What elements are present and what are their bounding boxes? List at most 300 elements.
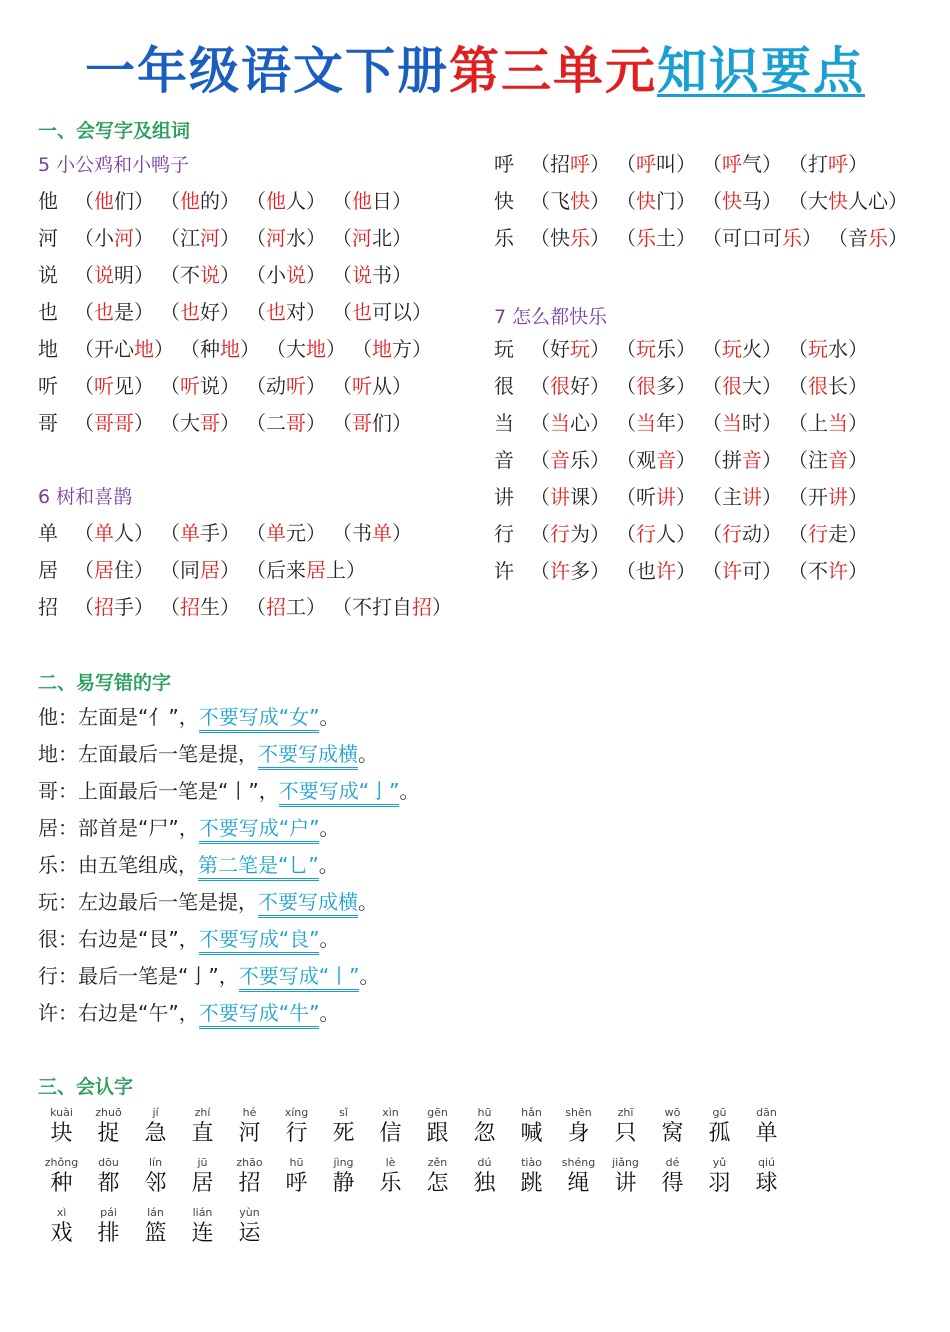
lesson-title: 5 小公鸡和小鸭子 <box>38 154 190 176</box>
word-highlight: 行 <box>550 522 570 546</box>
paren-open: （ <box>74 558 94 582</box>
paren-close: ） <box>676 337 696 361</box>
error-end: 。 <box>358 742 378 766</box>
word <box>160 224 240 252</box>
hanzi-text: 只 <box>614 1121 637 1146</box>
paren-open: （ <box>74 263 94 287</box>
error-item <box>38 703 339 731</box>
word-part: 人 <box>114 521 134 545</box>
pinyin-char <box>85 1106 132 1148</box>
paren-open: （ <box>246 226 266 250</box>
pinyin-row <box>38 1206 273 1248</box>
vocab-row <box>494 335 874 363</box>
word-highlight: 听 <box>286 374 306 398</box>
paren-open: （ <box>702 448 722 472</box>
word-highlight: 他 <box>352 189 372 213</box>
paren-open: （ <box>530 411 550 435</box>
paren-open: （ <box>616 448 636 472</box>
word-part: 大 <box>180 411 200 435</box>
pinyin-text: lè <box>385 1156 396 1169</box>
paren-close: ） <box>240 337 260 361</box>
word-highlight: 招 <box>266 595 286 619</box>
pinyin-char <box>367 1156 414 1198</box>
paren-open: （ <box>616 522 636 546</box>
pinyin-text: zhí <box>194 1106 211 1119</box>
pinyin-char <box>602 1106 649 1148</box>
hanzi-text: 行 <box>285 1121 308 1146</box>
word-highlight: 呼 <box>570 152 590 176</box>
word-highlight: 乐 <box>868 226 888 250</box>
word-part: 水 <box>286 226 306 250</box>
paren-close: ） <box>392 521 412 545</box>
pinyin-char <box>555 1106 602 1148</box>
title-part-unit: 第三单元 <box>449 42 657 100</box>
pinyin-char <box>273 1106 320 1148</box>
word-highlight: 许 <box>722 559 742 583</box>
error-item <box>38 925 339 953</box>
paren-close: ） <box>676 448 696 472</box>
paren-open: （ <box>332 300 352 324</box>
hanzi-text: 河 <box>238 1121 261 1146</box>
pinyin-row <box>38 1106 790 1148</box>
hanzi-text: 静 <box>332 1171 355 1196</box>
paren-close: ） <box>306 226 326 250</box>
paren-open: （ <box>246 521 266 545</box>
paren-close: ） <box>432 595 452 619</box>
pinyin-text: xì <box>56 1206 67 1219</box>
word-part: 门 <box>656 189 676 213</box>
word-part: 长 <box>828 374 848 398</box>
word-highlight: 招 <box>94 595 114 619</box>
hanzi-text: 单 <box>755 1121 778 1146</box>
vocab-char: 居 <box>38 558 58 582</box>
paren-close: ） <box>848 448 868 472</box>
paren-close: ） <box>888 189 908 213</box>
word <box>788 409 868 437</box>
hanzi-text: 球 <box>755 1171 778 1196</box>
word-highlight: 很 <box>550 374 570 398</box>
paren-open: （ <box>616 374 636 398</box>
word-part: 种 <box>200 337 220 361</box>
hanzi-text: 居 <box>191 1171 214 1196</box>
word-part: 可以 <box>372 300 412 324</box>
pinyin-text: dú <box>477 1156 492 1169</box>
word-part: 生 <box>200 595 220 619</box>
word <box>246 593 326 621</box>
word-highlight: 乐 <box>636 226 656 250</box>
word <box>74 372 154 400</box>
paren-open: （ <box>246 558 266 582</box>
pinyin-char <box>38 1106 85 1148</box>
word <box>246 187 326 215</box>
paren-open: （ <box>788 411 808 435</box>
word <box>702 557 782 585</box>
paren-open: （ <box>352 337 372 361</box>
pinyin-char <box>38 1206 85 1248</box>
word <box>246 519 326 547</box>
paren-open: （ <box>246 300 266 324</box>
hanzi-text: 孤 <box>708 1121 731 1146</box>
paren-open: （ <box>788 522 808 546</box>
word <box>788 335 868 363</box>
paren-close: ） <box>590 226 610 250</box>
word-highlight: 呼 <box>636 152 656 176</box>
error-end: 。 <box>399 779 420 803</box>
word <box>160 556 240 584</box>
word <box>246 298 326 326</box>
pinyin-text: jū <box>197 1156 208 1169</box>
word <box>530 409 610 437</box>
word-part: 水 <box>828 337 848 361</box>
word <box>702 520 782 548</box>
word-part: 气 <box>742 152 762 176</box>
word-part: 乐 <box>656 337 676 361</box>
word <box>530 520 610 548</box>
word-highlight: 他 <box>180 189 200 213</box>
paren-close: ） <box>220 558 240 582</box>
paren-open: （ <box>74 300 94 324</box>
paren-close: ） <box>134 300 154 324</box>
vocab-char: 他 <box>38 189 58 213</box>
word <box>616 335 696 363</box>
pinyin-char <box>461 1156 508 1198</box>
paren-close: ） <box>848 411 868 435</box>
paren-close: ） <box>590 189 610 213</box>
pinyin-text: jiǎng <box>612 1156 639 1169</box>
word-highlight: 乐 <box>570 226 590 250</box>
word-part: 为 <box>570 522 590 546</box>
vocab-row <box>494 446 874 474</box>
pinyin-text: zěn <box>427 1156 448 1169</box>
hanzi-text: 排 <box>97 1221 120 1246</box>
pinyin-char <box>226 1106 273 1148</box>
paren-close: ） <box>412 337 432 361</box>
pinyin-text: sǐ <box>339 1106 348 1119</box>
paren-close: ） <box>762 559 782 583</box>
pinyin-char <box>414 1156 461 1198</box>
word-part: 日 <box>372 189 392 213</box>
word <box>332 593 452 621</box>
hanzi-text: 捉 <box>97 1121 120 1146</box>
pinyin-text: pái <box>100 1206 117 1219</box>
word <box>74 519 154 547</box>
word-highlight: 讲 <box>550 485 570 509</box>
word <box>788 520 868 548</box>
title-part-grade: 一年级语文下册 <box>85 42 449 100</box>
vocab-char: 快 <box>494 189 514 213</box>
pinyin-text: dé <box>665 1156 680 1169</box>
paren-close: ） <box>346 558 366 582</box>
word-part: 人心 <box>848 189 888 213</box>
paren-open: （ <box>616 189 636 213</box>
paren-close: ） <box>134 263 154 287</box>
paren-close: ） <box>306 521 326 545</box>
pinyin-text: zhuō <box>95 1106 122 1119</box>
pinyin-text: zhǒng <box>44 1156 79 1169</box>
error-warning: 不要写成“丨” <box>239 964 360 992</box>
error-prefix: 许：右边是“午”， <box>38 1001 199 1025</box>
paren-open: （ <box>702 559 722 583</box>
paren-close: ） <box>676 411 696 435</box>
word-part: 注 <box>808 448 828 472</box>
hanzi-text: 讲 <box>614 1171 637 1196</box>
vocab-row <box>38 187 418 215</box>
paren-open: （ <box>616 411 636 435</box>
paren-close: ） <box>762 189 782 213</box>
error-item <box>38 851 339 879</box>
word <box>74 335 174 363</box>
paren-open: （ <box>788 559 808 583</box>
hanzi-text: 直 <box>191 1121 214 1146</box>
paren-open: （ <box>616 226 636 250</box>
pinyin-text: shēn <box>565 1106 592 1119</box>
word-part: 叫 <box>656 152 676 176</box>
error-end: 。 <box>358 890 378 914</box>
word <box>332 224 412 252</box>
paren-open: （ <box>332 226 352 250</box>
paren-close: ） <box>590 485 610 509</box>
paren-open: （ <box>74 337 94 361</box>
word-highlight: 听 <box>94 374 114 398</box>
word-part: 也 <box>636 559 656 583</box>
hanzi-text: 块 <box>50 1121 73 1146</box>
error-end: 。 <box>359 964 380 988</box>
pinyin-text: gū <box>712 1106 727 1119</box>
hanzi-text: 死 <box>332 1121 355 1146</box>
pinyin-char <box>461 1106 508 1148</box>
word-part: 开心 <box>94 337 134 361</box>
pinyin-char <box>179 1156 226 1198</box>
vocab-row <box>494 483 874 511</box>
word-highlight: 单 <box>94 521 114 545</box>
word-part: 拼 <box>722 448 742 472</box>
word-highlight: 也 <box>94 300 114 324</box>
word-highlight: 呼 <box>722 152 742 176</box>
error-prefix: 玩：左边最后一笔是提， <box>38 890 258 914</box>
paren-close: ） <box>134 189 154 213</box>
pinyin-char <box>696 1106 743 1148</box>
paren-open: （ <box>530 485 550 509</box>
word-highlight: 河 <box>114 226 134 250</box>
word <box>74 187 154 215</box>
hanzi-text: 独 <box>473 1171 496 1196</box>
word-part: 走 <box>828 522 848 546</box>
paren-open: （ <box>616 152 636 176</box>
word-part: 大 <box>808 189 828 213</box>
word-highlight: 单 <box>266 521 286 545</box>
hanzi-text: 呼 <box>285 1171 308 1196</box>
vocab-row <box>494 557 874 585</box>
word-highlight: 快 <box>722 189 742 213</box>
paren-close: ） <box>762 448 782 472</box>
pinyin-text: jìng <box>333 1156 354 1169</box>
word-highlight: 很 <box>808 374 828 398</box>
hanzi-text: 绳 <box>567 1171 590 1196</box>
paren-close: ） <box>590 411 610 435</box>
pinyin-char <box>320 1106 367 1148</box>
pinyin-char <box>226 1206 273 1248</box>
paren-open: （ <box>74 411 94 435</box>
error-warning: 不要写成“亅” <box>279 779 400 807</box>
pinyin-text: hé <box>242 1106 257 1119</box>
word <box>160 187 240 215</box>
pinyin-char <box>743 1106 790 1148</box>
word-part: 人 <box>286 189 306 213</box>
vocab-char: 当 <box>494 411 514 435</box>
hanzi-text: 跟 <box>426 1121 449 1146</box>
word-part: 后来 <box>266 558 306 582</box>
pinyin-char <box>273 1156 320 1198</box>
vocab-row <box>494 409 874 437</box>
error-prefix: 很：右边是“艮”， <box>38 927 199 951</box>
word-highlight: 许 <box>656 559 676 583</box>
vocab-char: 说 <box>38 263 58 287</box>
paren-open: （ <box>702 152 722 176</box>
pinyin-text: zhī <box>617 1106 634 1119</box>
word-part: 同 <box>180 558 200 582</box>
vocab-row <box>38 335 438 363</box>
word <box>530 557 610 585</box>
hanzi-text: 信 <box>379 1121 402 1146</box>
word-part: 们 <box>114 189 134 213</box>
word <box>332 372 412 400</box>
word <box>530 483 610 511</box>
word-highlight: 他 <box>94 189 114 213</box>
pinyin-text: yǔ <box>712 1156 727 1169</box>
error-item <box>38 888 378 916</box>
hanzi-text: 跳 <box>520 1171 543 1196</box>
word <box>74 409 154 437</box>
pinyin-text: qiú <box>757 1156 775 1169</box>
word-part: 可口可 <box>722 226 782 250</box>
paren-close: ） <box>676 485 696 509</box>
hanzi-text: 得 <box>661 1171 684 1196</box>
paren-close: ） <box>306 263 326 287</box>
hanzi-text: 运 <box>238 1221 261 1246</box>
error-prefix: 行：最后一笔是“亅”， <box>38 964 239 988</box>
paren-open: （ <box>160 300 180 324</box>
word <box>332 187 412 215</box>
word-part: 北 <box>372 226 392 250</box>
paren-open: （ <box>530 522 550 546</box>
word-part: 招 <box>550 152 570 176</box>
word-part: 土 <box>656 226 676 250</box>
paren-close: ） <box>762 337 782 361</box>
error-end: 。 <box>318 853 339 877</box>
word-part: 飞 <box>550 189 570 213</box>
paren-close: ） <box>154 337 174 361</box>
paren-open: （ <box>530 152 550 176</box>
paren-open: （ <box>332 263 352 287</box>
word <box>616 409 696 437</box>
word-part: 手 <box>200 521 220 545</box>
pinyin-text: lín <box>148 1156 163 1169</box>
pinyin-char <box>508 1156 555 1198</box>
word-part: 江 <box>180 226 200 250</box>
word-highlight: 玩 <box>808 337 828 361</box>
word-part: 工 <box>286 595 306 619</box>
vocab-row <box>494 224 914 252</box>
word-part: 观 <box>636 448 656 472</box>
word <box>160 372 240 400</box>
hanzi-text: 身 <box>567 1121 590 1146</box>
error-prefix: 居：部首是“尸”， <box>38 816 199 840</box>
paren-open: （ <box>702 189 722 213</box>
word-highlight: 河 <box>200 226 220 250</box>
paren-close: ） <box>306 595 326 619</box>
word-highlight: 行 <box>722 522 742 546</box>
word-highlight: 快 <box>636 189 656 213</box>
word-part: 听 <box>636 485 656 509</box>
paren-open: （ <box>246 595 266 619</box>
word-highlight: 行 <box>808 522 828 546</box>
error-warning: 不要写成“户” <box>199 816 320 844</box>
word-highlight: 也 <box>266 300 286 324</box>
vocab-row <box>38 298 438 326</box>
hanzi-text: 忽 <box>473 1121 496 1146</box>
paren-open: （ <box>828 226 848 250</box>
paren-open: （ <box>246 263 266 287</box>
word-highlight: 说 <box>352 263 372 287</box>
word <box>828 224 908 252</box>
paren-close: ） <box>220 595 240 619</box>
word-highlight: 居 <box>94 558 114 582</box>
paren-open: （ <box>332 189 352 213</box>
word-part: 好 <box>200 300 220 324</box>
paren-open: （ <box>246 411 266 435</box>
hanzi-text: 喊 <box>520 1121 543 1146</box>
word-highlight: 说 <box>200 263 220 287</box>
pinyin-char <box>508 1106 555 1148</box>
pinyin-text: kuài <box>50 1106 73 1119</box>
paren-open: （ <box>530 559 550 583</box>
pinyin-char <box>696 1156 743 1198</box>
pinyin-char <box>555 1156 602 1198</box>
word-highlight: 说 <box>94 263 114 287</box>
paren-close: ） <box>392 411 412 435</box>
word-highlight: 玩 <box>722 337 742 361</box>
vocab-char: 哥 <box>38 411 58 435</box>
paren-open: （ <box>530 226 550 250</box>
paren-close: ） <box>306 411 326 435</box>
vocab-char: 讲 <box>494 485 514 509</box>
word-part: 多 <box>656 374 676 398</box>
word-part: 音 <box>848 226 868 250</box>
word-part: 对 <box>286 300 306 324</box>
word-highlight: 单 <box>372 521 392 545</box>
paren-open: （ <box>788 337 808 361</box>
word-part: 书 <box>352 521 372 545</box>
paren-open: （ <box>74 189 94 213</box>
paren-open: （ <box>702 374 722 398</box>
word-highlight: 行 <box>636 522 656 546</box>
paren-close: ） <box>590 152 610 176</box>
vocab-row <box>494 187 914 215</box>
word <box>180 335 260 363</box>
word-part: 是 <box>114 300 134 324</box>
pinyin-char <box>320 1156 367 1198</box>
word-highlight: 音 <box>742 448 762 472</box>
paren-close: ） <box>134 374 154 398</box>
word <box>530 150 610 178</box>
paren-close: ） <box>676 559 696 583</box>
word <box>74 556 154 584</box>
hanzi-text: 乐 <box>379 1171 402 1196</box>
pinyin-text: jí <box>152 1106 159 1119</box>
word-part: 方 <box>392 337 412 361</box>
word <box>616 224 696 252</box>
hanzi-text: 连 <box>191 1221 214 1246</box>
